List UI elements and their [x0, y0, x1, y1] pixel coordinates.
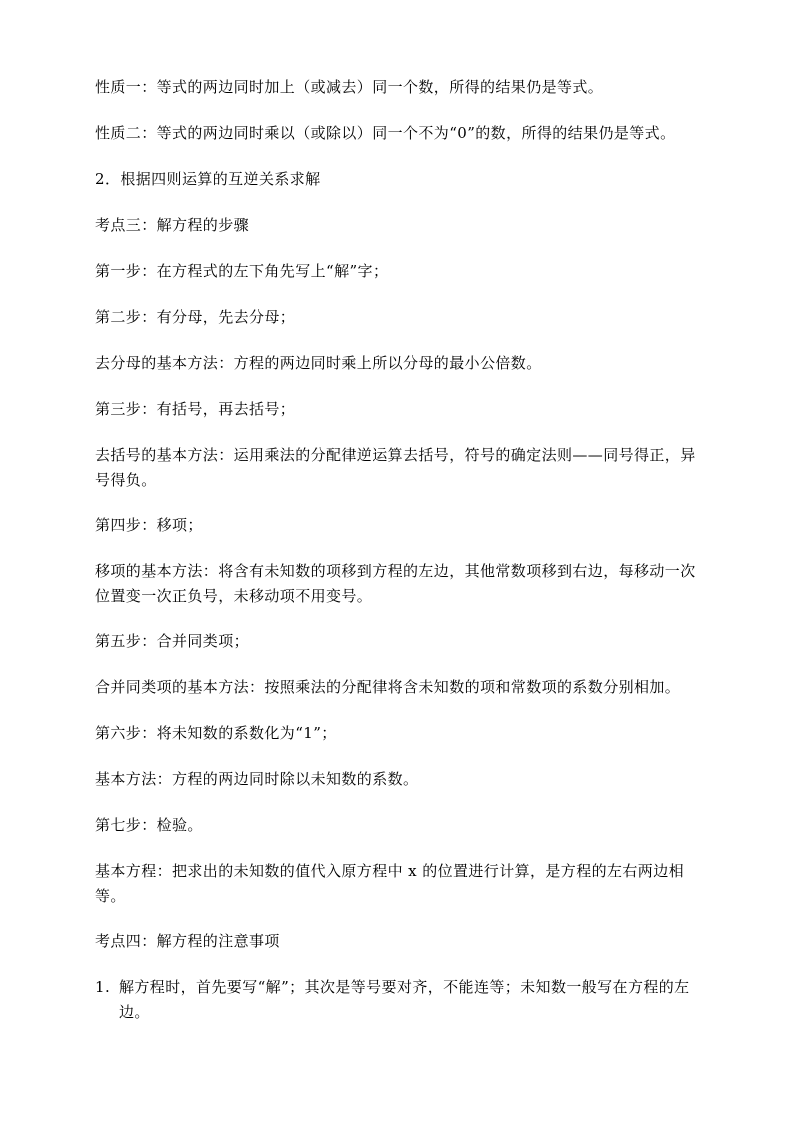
list-item-text: 解方程时，首先要写“解”；其次是等号要对齐，不能连等；未知数一般写在方程的左边。	[119, 978, 690, 1021]
step-four: 第四步：移项；	[95, 516, 203, 534]
step-five: 第五步：合并同类项；	[95, 632, 250, 650]
step-seven-method: 基本方程：把求出的未知数的值代入原方程中 x 的位置进行计算，是方程的左右两边相等。	[95, 862, 684, 905]
property-one: 性质一：等式的两边同时加上（或减去）同一个数，所得的结果仍是等式。	[95, 78, 604, 96]
step-five-method: 合并同类项的基本方法：按照乘法的分配律将含未知数的项和常数项的系数分别相加。	[95, 678, 681, 696]
section-heading-2: 2．根据四则运算的互逆关系求解	[95, 170, 321, 188]
step-seven: 第七步：检验。	[95, 816, 203, 834]
step-six: 第六步：将未知数的系数化为“1”；	[95, 724, 337, 742]
step-two-method: 去分母的基本方法：方程的两边同时乘上所以分母的最小公倍数。	[95, 354, 542, 372]
document-page	[95, 75, 710, 1025]
property-two: 性质二：等式的两边同时乘以（或除以）同一个不为“0”的数，所得的结果仍是等式。	[95, 124, 676, 142]
point-three-heading: 考点三：解方程的步骤	[95, 216, 250, 234]
list-item	[95, 975, 710, 1025]
step-six-method: 基本方法：方程的两边同时除以未知数的系数。	[95, 770, 419, 788]
step-three: 第三步：有括号，再去括号；	[95, 400, 296, 418]
step-four-method: 移项的基本方法：将含有未知数的项移到方程的左边，其他常数项移到右边，每移动一次位置变一次正负号，未移动项不用变号。	[95, 562, 696, 605]
step-two: 第二步：有分母，先去分母；	[95, 308, 296, 326]
point-four-heading: 考点四：解方程的注意事项	[95, 932, 280, 950]
step-one: 第一步：在方程式的左下角先写上“解”字；	[95, 262, 389, 280]
step-three-method: 去括号的基本方法：运用乘法的分配律逆运算去括号，符号的确定法则——同号得正，异号得负。	[95, 446, 696, 489]
list-item-number: 1.	[95, 978, 111, 996]
